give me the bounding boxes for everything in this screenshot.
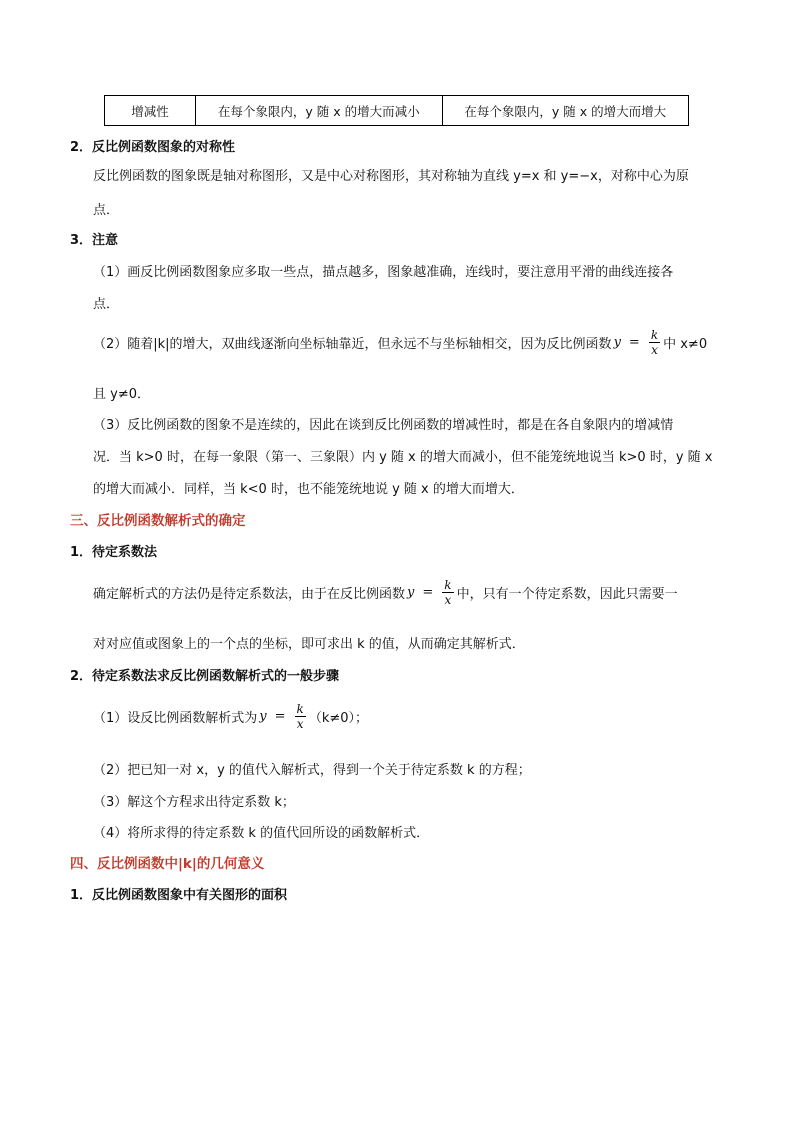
note1-line1: （1）画反比例函数图象应多取一些点，描点越多，图象越准确，连线时，要注意用平滑的曲线连接各	[93, 265, 674, 280]
formula-equals: =	[274, 709, 286, 724]
step4: （4）将所求得的待定系数 k 的值代回所设的函数解析式．	[93, 826, 430, 841]
fraction-denominator: x	[651, 343, 658, 357]
note2-text-after: 中 x≠0	[663, 337, 708, 352]
monotonicity-table	[104, 95, 689, 126]
fraction-numerator: k	[650, 328, 659, 342]
table-row	[105, 96, 689, 126]
note3-line1: （3）反比例函数的图象不是连续的，因此在谈到反比例函数的增减性时，都是在各自象限内的增减情	[93, 418, 674, 433]
heading-part3: 三、反比例函数解析式的确定	[70, 513, 246, 529]
step1-text-before: （1）设反比例函数解析式为	[93, 711, 258, 726]
symmetry-text-line2: 点．	[93, 203, 120, 218]
heading-undetermined-coefficients: 1．待定系数法	[70, 545, 158, 560]
formula-lhs: y	[613, 335, 621, 350]
step2: （2）把已知一对 x，y 的值代入解析式，得到一个关于待定系数 k 的方程；	[93, 763, 531, 778]
step3: （3）解这个方程求出待定系数 k；	[93, 795, 295, 810]
fraction-denominator: x	[444, 593, 452, 607]
formula-fraction	[649, 328, 660, 357]
formula-fraction	[295, 702, 306, 731]
note1-line2: 点．	[93, 297, 120, 312]
formula-lhs: y	[407, 585, 415, 600]
table-cell-label: 增减性	[105, 96, 196, 126]
heading-symmetry: 2．反比例函数图象的对称性	[70, 140, 236, 155]
note2-text-before: （2）随着|k|的增大，双曲线逐渐向坐标轴靠近，但永远不与坐标轴相交，因为反比例函数	[93, 337, 612, 352]
formula-equals: =	[628, 335, 640, 350]
note2-line2: 且 y≠0．	[93, 387, 150, 402]
formula-lhs: y	[259, 709, 267, 724]
note3-line3: 的增大而减小．同样，当 k<0 时，也不能笼统地说 y 随 x 的增大而增大．	[93, 482, 524, 497]
table-cell-k-negative: 在每个象限内，y 随 x 的增大而增大	[442, 96, 689, 126]
heading-part4: 四、反比例函数中|k|的几何意义	[70, 856, 265, 872]
step1	[93, 702, 368, 731]
step1-text-after: （k≠0）；	[308, 711, 369, 726]
heading-general-steps: 2．待定系数法求反比例函数解析式的一般步骤	[70, 669, 340, 684]
note2-line1	[93, 328, 707, 357]
method-line1	[93, 578, 678, 607]
fraction-numerator: k	[444, 578, 452, 592]
formula-fraction	[442, 578, 453, 607]
heading-notes: 3．注意	[70, 233, 119, 248]
heading-area: 1．反比例函数图象中有关图形的面积	[70, 888, 288, 903]
method-line2: 对对应值或图象上的一个点的坐标，即可求出 k 的值，从而确定其解析式．	[93, 637, 525, 652]
table-cell-k-positive: 在每个象限内，y 随 x 的增大而减小	[196, 96, 443, 126]
method-text-before: 确定解析式的方法仍是待定系数法，由于在反比例函数	[93, 587, 406, 602]
note3-line2: 况．当 k>0 时，在每一象限（第一、三象限）内 y 随 x 的增大而减小，但不能笼统地说当 k>0 时，y 随 x	[93, 450, 713, 465]
fraction-denominator: x	[296, 717, 304, 731]
fraction-numerator: k	[296, 702, 304, 716]
method-text-after: 中，只有一个待定系数，因此只需要一	[456, 587, 678, 602]
formula-equals: =	[422, 585, 434, 600]
symmetry-text-line1: 反比例函数的图象既是轴对称图形，又是中心对称图形，其对称轴为直线 y=x 和 y=−x，对称中心为原	[93, 169, 689, 184]
